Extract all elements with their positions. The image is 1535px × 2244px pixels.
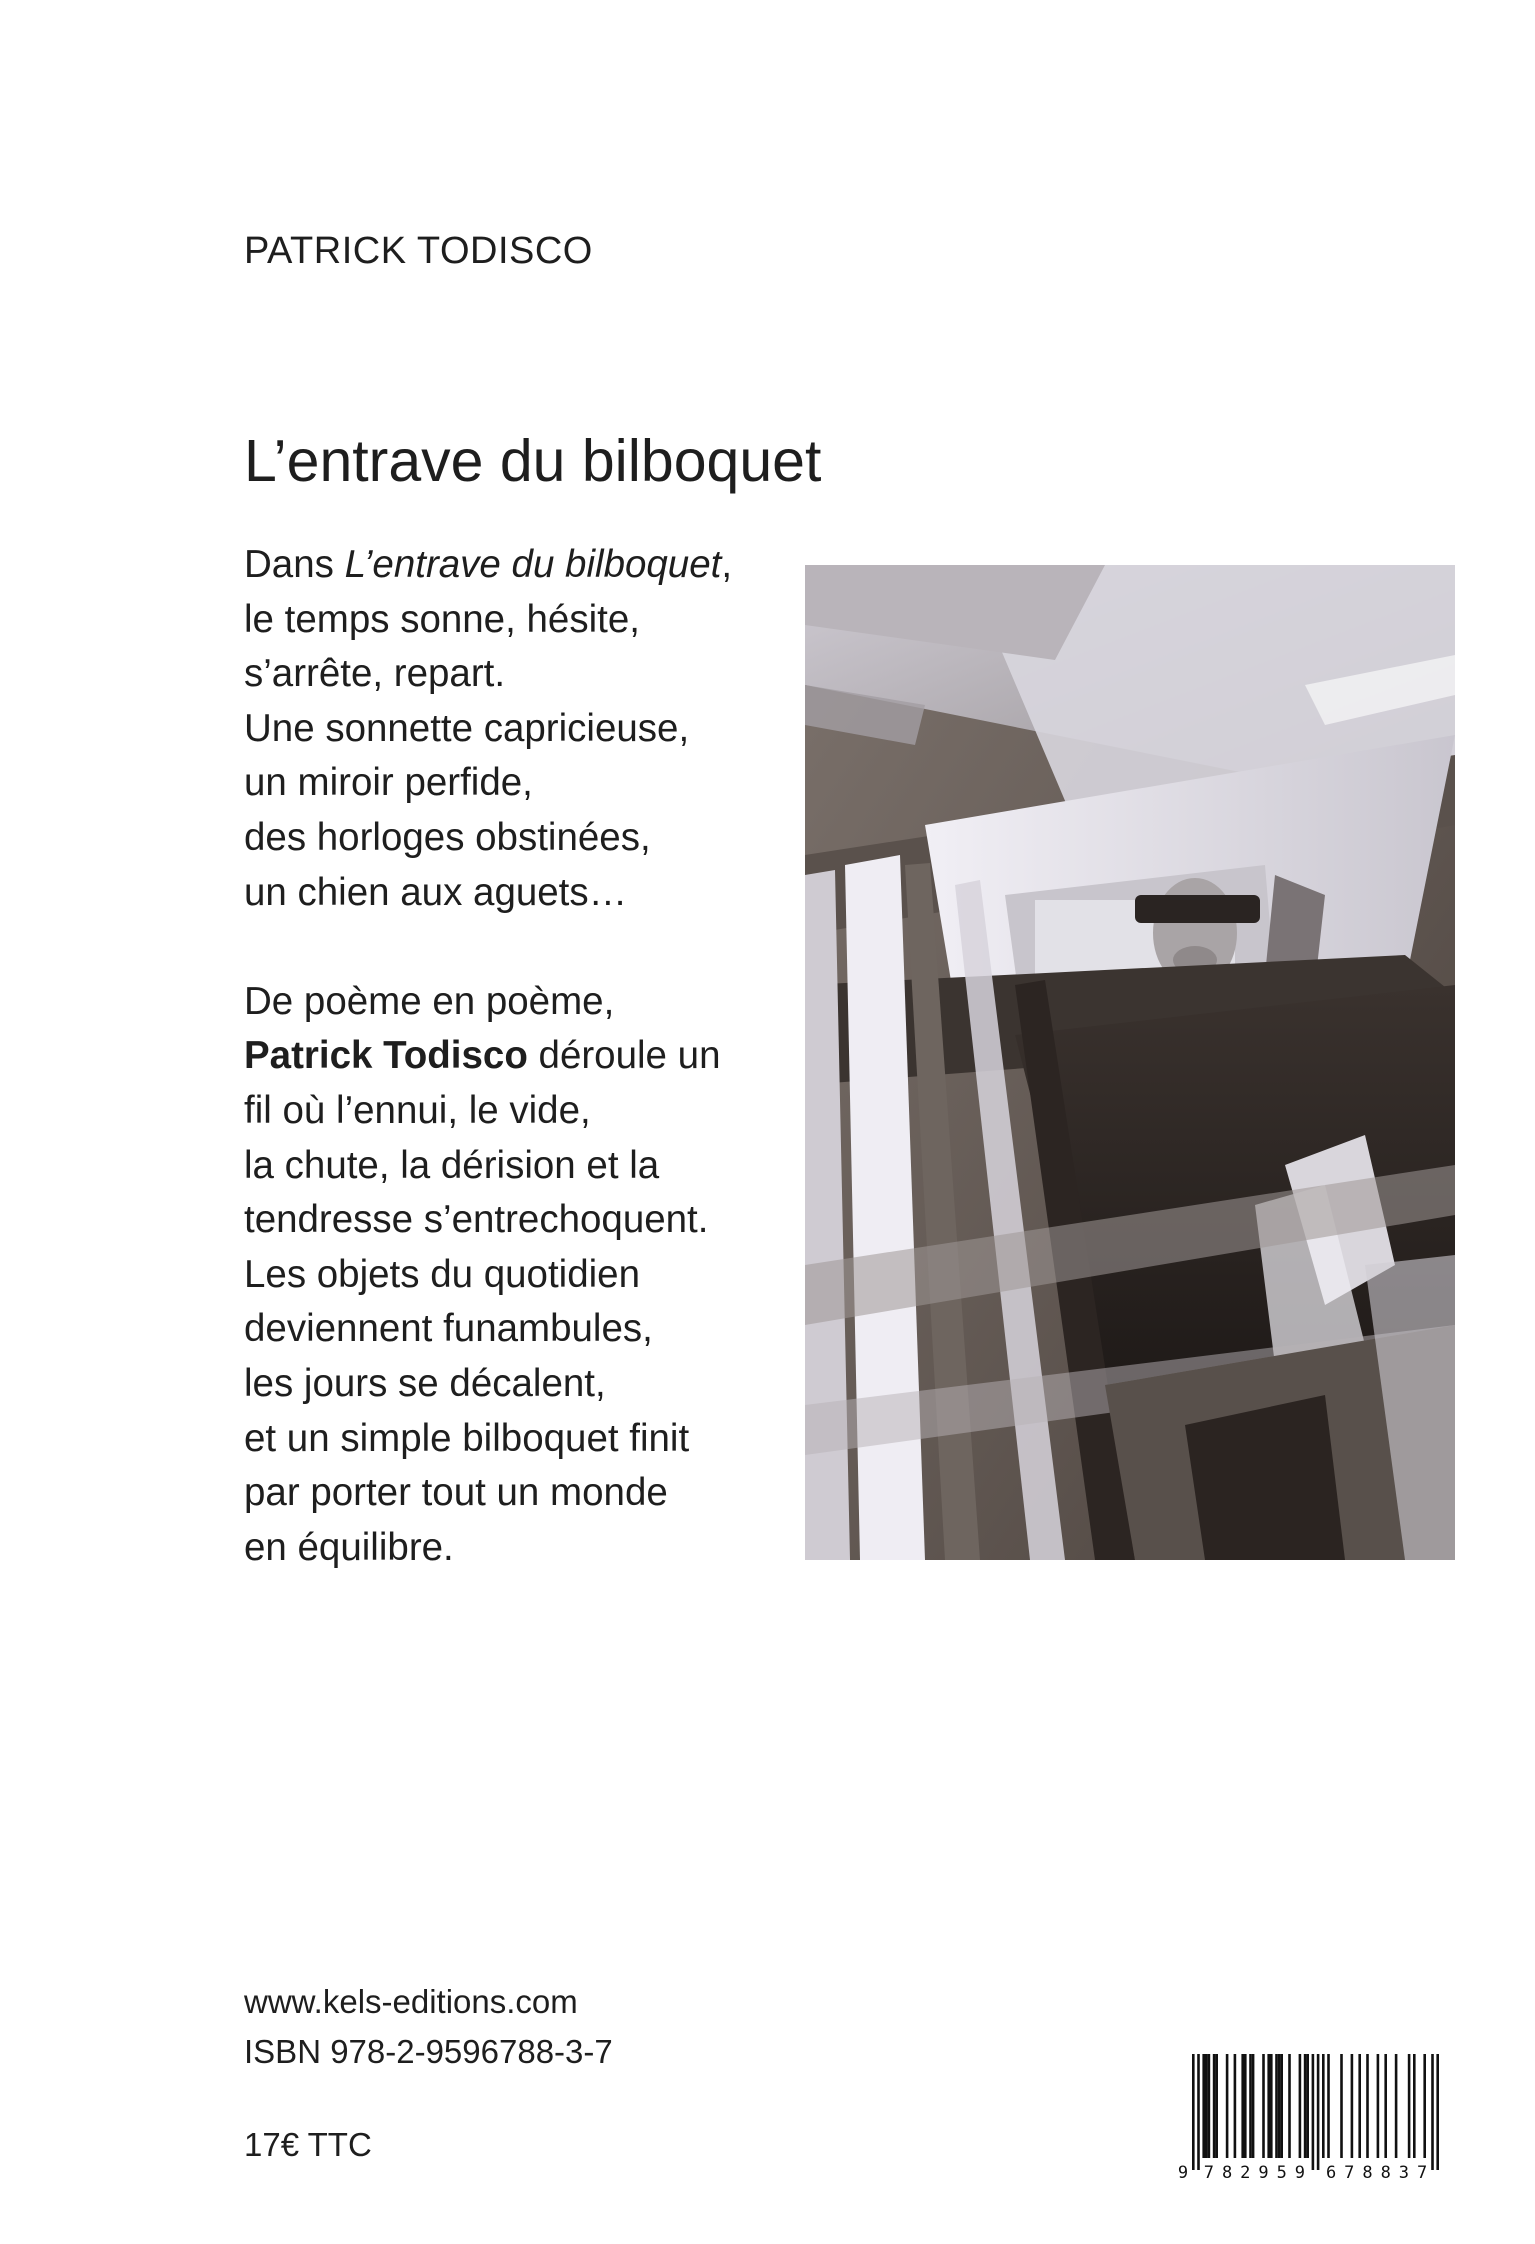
barcode-bar [1327, 2054, 1330, 2158]
blurb-line: un miroir perfide, [244, 761, 533, 805]
barcode-digit: 6 [1325, 2163, 1337, 2183]
barcode-bar [1395, 2054, 1398, 2158]
barcode-digit: 9 [1177, 2163, 1189, 2183]
price: 17€ TTC [244, 2126, 372, 2163]
blurb-author-suffix: déroule un [527, 1034, 721, 1078]
barcode-bar [1351, 2054, 1354, 2158]
blurb-line: Une sonnette capricieuse, [244, 706, 690, 750]
barcode-bar [1192, 2054, 1195, 2170]
isbn: ISBN 978-2-9596788-3-7 [244, 2033, 613, 2070]
barcode-digit: 7 [1416, 2163, 1428, 2183]
author-name: PATRICK TODISCO [244, 230, 593, 272]
paragraph-gap [244, 920, 804, 975]
barcode-bar [1436, 2054, 1439, 2170]
barcode [1176, 2048, 1452, 2184]
blurb-line-author [244, 1029, 804, 1084]
barcode-bar [1202, 2054, 1205, 2158]
barcode-bar [1317, 2054, 1320, 2170]
barcode-digit: 9 [1294, 2163, 1306, 2183]
barcode-bar [1299, 2054, 1302, 2158]
barcode-bar [1431, 2054, 1434, 2170]
website: www.kels-editions.com [244, 1983, 578, 2020]
barcode-bar [1312, 2054, 1315, 2170]
barcode-bar [1280, 2054, 1283, 2158]
barcode-bar [1423, 2054, 1426, 2158]
barcode-bar [1249, 2054, 1252, 2158]
blurb-line: Les objets du quotidien [244, 1252, 640, 1296]
barcode-bar [1252, 2054, 1255, 2158]
barcode-bar [1244, 2054, 1247, 2158]
barcode-digit: 8 [1362, 2163, 1373, 2183]
barcode-bar [1377, 2054, 1380, 2158]
blurb-line: deviennent funambules, [244, 1307, 653, 1351]
blurb-line: et un simple bilboquet finit [244, 1416, 690, 1460]
barcode-bar [1278, 2054, 1281, 2158]
barcode-bar [1267, 2054, 1270, 2158]
barcode-bar [1408, 2054, 1411, 2158]
blurb-text [244, 538, 804, 1575]
blurb-italic-title: L’entrave du bilboquet [344, 543, 722, 586]
blurb-line: un chien aux aguets… [244, 870, 628, 914]
barcode-bar [1304, 2054, 1307, 2158]
barcode-bar [1288, 2054, 1291, 2158]
barcode-bar [1208, 2054, 1211, 2158]
blurb-comma: , [721, 543, 733, 586]
barcode-bar [1213, 2054, 1216, 2158]
barcode-digit: 8 [1380, 2163, 1391, 2183]
barcode-digit: 3 [1398, 2163, 1410, 2183]
blurb-line: par porter tout un monde [244, 1471, 668, 1515]
blurb-author-bold: Patrick Todisco [244, 1034, 528, 1078]
barcode-bar [1275, 2054, 1278, 2158]
barcode-bar [1262, 2054, 1265, 2158]
barcode-digits [1178, 2163, 1427, 2183]
blurb-prefix: Dans [244, 543, 345, 586]
barcode-digit: 7 [1203, 2163, 1215, 2183]
barcode-bar [1197, 2054, 1200, 2170]
blurb-line: la chute, la dérision et la [244, 1143, 660, 1187]
barcode-bar [1358, 2054, 1361, 2158]
photo-illustration [805, 565, 1455, 1560]
blurb-line: en équilibre. [244, 1525, 454, 1569]
barcode-bar [1306, 2054, 1309, 2158]
barcode-bar [1270, 2054, 1273, 2158]
blurb-line: les jours se décalent, [244, 1361, 606, 1405]
book-title: L’entrave du bilboquet [244, 428, 822, 494]
barcode-bar [1205, 2054, 1208, 2158]
blurb-line: des horloges obstinées, [244, 815, 651, 859]
barcode-digit: 8 [1221, 2163, 1233, 2183]
barcode-digit: 9 [1258, 2163, 1269, 2183]
barcode-digit: 2 [1240, 2163, 1251, 2183]
barcode-graphic [1176, 2048, 1452, 2184]
barcode-bars [1192, 2054, 1439, 2170]
barcode-digit: 7 [1344, 2163, 1355, 2183]
barcode-bar [1215, 2054, 1218, 2158]
blurb-line-1 [244, 538, 804, 593]
blurb-line: le temps sonne, hésite, [244, 597, 640, 641]
barcode-bar [1322, 2054, 1325, 2158]
barcode-bar [1340, 2054, 1343, 2158]
author-photo [805, 565, 1455, 1560]
barcode-bar [1241, 2054, 1244, 2158]
barcode-bar [1366, 2054, 1369, 2158]
barcode-bar [1234, 2054, 1237, 2158]
barcode-bar [1384, 2054, 1387, 2158]
blurb-line: De poème en poème, [244, 979, 615, 1023]
blurb-line: s’arrête, repart. [244, 652, 506, 696]
barcode-digit: 5 [1276, 2163, 1287, 2183]
barcode-bar [1226, 2054, 1229, 2158]
barcode-bar [1413, 2054, 1416, 2158]
blurb-line: tendresse s’entrechoquent. [244, 1198, 709, 1242]
blurb-line: fil où l’ennui, le vide, [244, 1088, 591, 1132]
